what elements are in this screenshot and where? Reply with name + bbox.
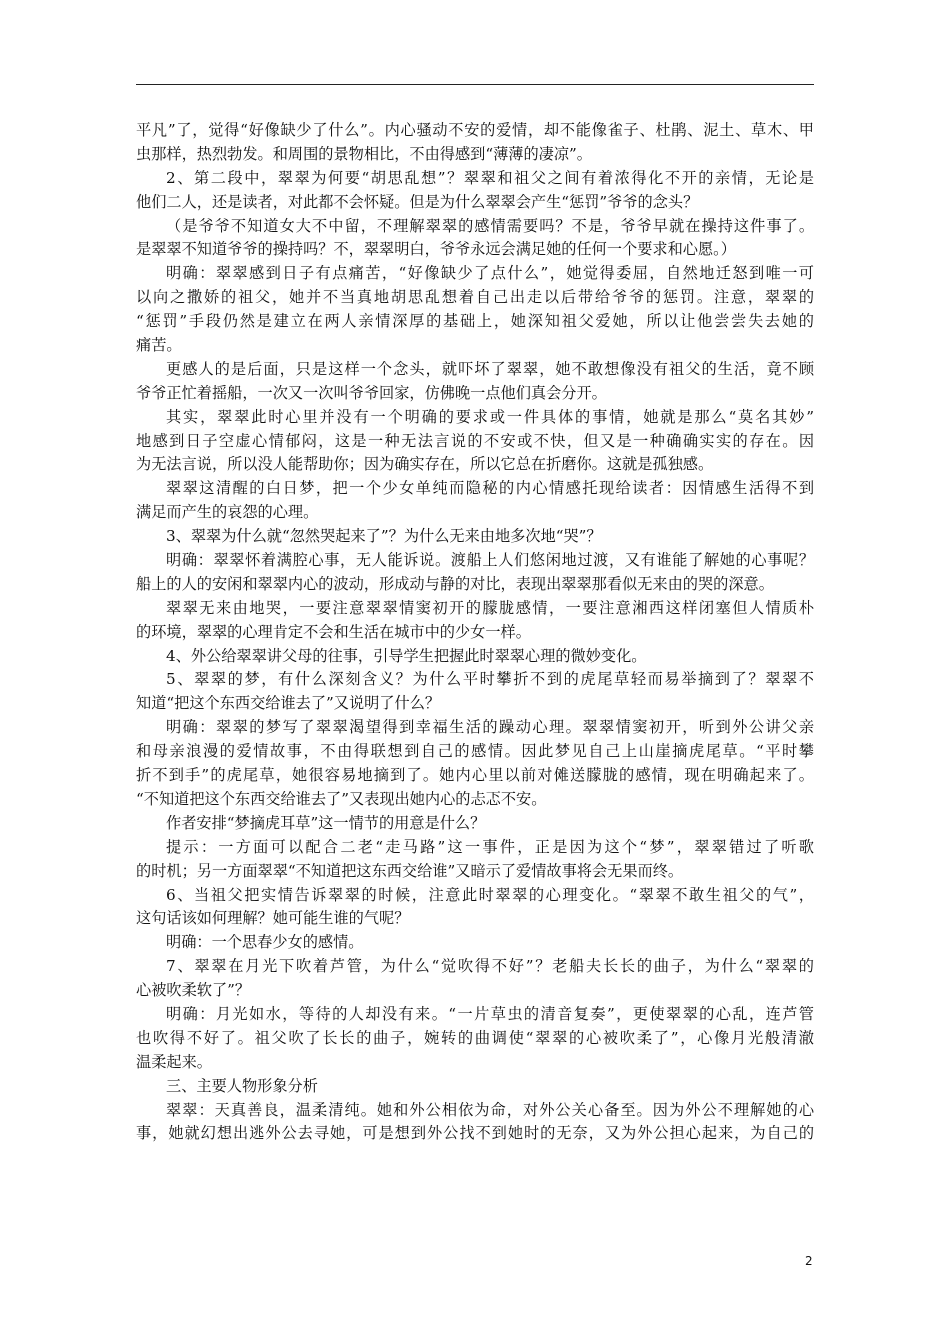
text-line: 和母亲浪漫的爱情故事，不由得联想到自己的感情。因此梦见自己上山崖摘虎尾草。“平时攀: [136, 742, 814, 761]
text-line: 平凡”了，觉得“好像缺少了什么”。内心骚动不安的爱情，却不能像雀子、杜鹃、泥土、草木、甲: [136, 121, 814, 139]
text-line: 船上的人的安闲和翠翠内心的波动，形成动与静的对比，表现出翠翠那看似无来由的哭的深意。: [136, 574, 774, 593]
text-line: 6、当祖父把实情告诉翠翠的时候，注意此时翠翠的心理变化。“翠翠不敢生祖父的气”，: [166, 885, 814, 904]
text-line: 温柔起来。: [136, 1052, 212, 1071]
text-line: 知道“把这个东西交给谁去了”又说明了什么？: [136, 694, 441, 713]
text-line: 翠翠：天真善良，温柔清纯。她和外公相依为命，对外公关心备至。因为外公不理解她的心: [166, 1100, 814, 1119]
text-line: 明确：翠翠感到日子有点痛苦，“好像缺少了点什么”，她觉得委屈，自然地迁怒到唯一可: [166, 264, 814, 283]
text-line: 明确：月光如水，等待的人却没有来。“一片草虫的清音复奏”，更使翠翠的心乱，连芦管: [166, 1004, 814, 1023]
text-line: 2、第二段中，翠翠为何要“胡思乱想”？翠翠和祖父之间有着浓得化不开的亲情，无论是: [166, 168, 814, 187]
body-text: [136, 119, 814, 1146]
text-line: “惩罚”手段仍然是建立在两人亲情深厚的基础上，她深知祖父爱她，所以让他尝尝失去她的: [136, 312, 814, 331]
text-line: “不知道把这个东西交给谁去了”又表现出她内心的忐忑不安。: [136, 789, 547, 808]
text-line: 三、主要人物形象分析: [166, 1076, 318, 1095]
text-line: 为无法言说，所以没人能帮助你；因为确实存在，所以它总在折磨你。这就是孤独感。: [136, 455, 714, 474]
text-line: 更感人的是后面，只是这样一个念头，就吓坏了翠翠，她不敢想像没有祖父的生活，竟不顾: [166, 359, 814, 378]
text-line: 翠翠这清醒的白日梦，把一个少女单纯而隐秘的内心情感托现给读者：因情感生活得不到: [166, 479, 814, 498]
text-line: 也吹得不好了。祖父吹了长长的曲子，婉转的曲调使“翠翠的心被吹柔了”，心像月光般清澈: [136, 1028, 814, 1047]
text-line: 其实，翠翠此时心里并没有一个明确的要求或一件具体的事情，她就是那么“莫名其妙”: [166, 407, 814, 426]
text-line: 4、外公给翠翠讲父母的往事，引导学生把握此时翠翠心理的微妙变化。: [166, 646, 647, 665]
text-line: 7、翠翠在月光下吹着芦管，为什么“觉吹得不好”？老船夫长长的曲子，为什么“翠翠的: [166, 957, 814, 976]
text-line: 心被吹柔软了”？: [136, 981, 251, 1000]
text-line: 地感到日子空虚心情郁闷，这是一种无法言说的不安或不快，但又是一种确确实实的存在。因: [136, 431, 814, 450]
text-line: 的时机；另一方面翠翠“不知道把这东西交给谁”又暗示了爱情故事将会无果而终。: [136, 861, 684, 880]
text-line: 他们二人，还是读者，对此都不会怀疑。但是为什么翠翠会产生“惩罚”爷爷的念头？: [136, 192, 699, 211]
text-line: 折不到手”的虎尾草，她很容易地摘到了。她内心里以前对傩送朦胧的感情，现在明确起来了。: [136, 766, 814, 785]
text-line: 明确：一个思春少女的感情。: [166, 933, 364, 952]
text-line: （是爷爷不知道女大不中留，不理解翠翠的感情需要吗？不是，爷爷早就在操持这件事了。: [166, 216, 814, 235]
header-rule: [136, 84, 814, 85]
text-line: 作者安排“梦摘虎耳草”这一情节的用意是什么？: [166, 813, 486, 832]
text-line: 5、翠翠的梦，有什么深刻含义？为什么平时攀折不到的虎尾草轻而易举摘到了？翠翠不: [166, 670, 814, 689]
text-line: 事，她就幻想出逃外公去寻她，可是想到外公找不到她时的无奈，又为外公担心起来，为自己的: [136, 1124, 814, 1143]
text-line: 明确：翠翠的梦写了翠翠渴望得到幸福生活的躁动心理。翠翠情窦初开，听到外公讲父亲: [166, 718, 814, 737]
text-line: 虫那样，热烈勃发。和周围的景物相比，不由得感到“薄薄的凄凉”。: [136, 144, 592, 163]
text-line: 是翠翠不知道爷爷的操持吗？不，翠翠明白，爷爷永远会满足她的任何一个要求和心愿。）: [136, 240, 736, 259]
text-line: 的环境，翠翠的心理肯定不会和生活在城市中的少女一样。: [136, 622, 531, 641]
text-line: 这句话该如何理解？她可能生谁的气呢？: [136, 909, 410, 928]
text-line: 满足而产生的哀怨的心理。: [136, 503, 319, 522]
text-line: 3、翠翠为什么就“忽然哭起来了”？为什么无来由地多次地“哭”？: [166, 527, 602, 546]
text-line: 痛苦。: [136, 336, 182, 355]
text-line: 翠翠无来由地哭，一要注意翠翠情窦初开的朦胧感情，一要注意湘西这样闭塞但人情质朴: [166, 598, 814, 617]
text-line: 爷爷正忙着摇船，一次又一次叫爷爷回家，仿佛晚一点他们真会分开。: [136, 383, 607, 402]
text-line: 提示：一方面可以配合二老“走马路”这一事件，正是因为这个“梦”，翠翠错过了听歌: [166, 837, 814, 856]
text-line: 以向之撒娇的祖父，她并不当真地胡思乱想着自己出走以后带给爷爷的惩罚。注意，翠翠的: [136, 288, 814, 307]
page-number: 2: [805, 1254, 813, 1268]
text-line: 明确：翠翠怀着满腔心事，无人能诉说。渡船上人们悠闲地过渡，又有谁能了解她的心事呢？: [166, 551, 814, 570]
